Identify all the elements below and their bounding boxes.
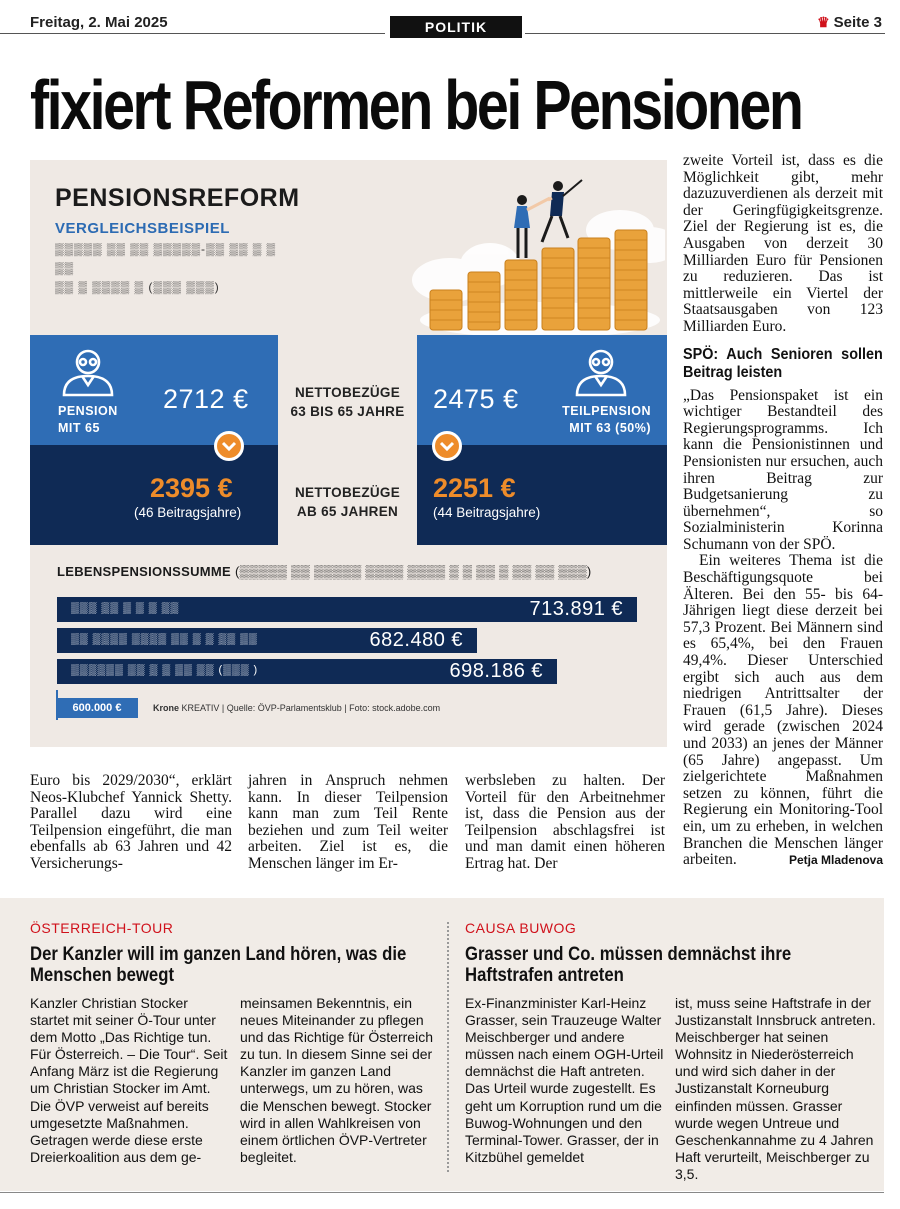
partial-pension-label [562,403,651,437]
column-divider [447,922,449,1172]
credit-brand: Krone [153,703,180,713]
pension-65-final-amount: 2395 € [150,473,233,503]
lifetime-bar [57,597,637,622]
story-column: ist, muss seine Haftstrafe in der Justizanstalt Innsbruck antreten. Meischberger hat seinen Wohnsitz in Niederösterreich und wird sich daher in der Justizanstalt Korneuburg einfinden müssen. Grasser wurde wegen Untreue und Geschenkannahme zu 4 Jahren Haft verurteilt, Meischberger zu 3,5. [675,995,876,1182]
byline: Petja Mladenova [788,853,883,868]
pension-65-amount: 2712 € [163,384,249,414]
lifetime-title-rest: (▒▒▒▒▒ ▒▒ ▒▒▒▒▒ ▒▒▒▒ ▒▒▒▒ ▒ ▒ ▒▒ ▒ ▒▒ ▒▒ ▒▒▒) [234,564,592,579]
mid-label-line-1: NETTOBEZÜGE [294,385,401,400]
page-number [817,14,882,31]
story-column: meinsamen Bekenntnis, ein neues Miteinander zu pflegen und das Richtige für Österreich zu tun. In diesem Sinne sei der Kanzler im ganzen Land unterwegs, um zu hören, was die Menschen bewegt. Stocker wird in allen Wahlkreisen von einem örtlichen ÖVP-Vertreter begleitet. [240,995,433,1165]
pension-65-card [30,335,278,445]
bar-label: ▒▒▒▒▒▒ ▒▒ ▒ ▒ ▒▒ ▒▒ (▒▒▒ ) [71,664,259,676]
pension-65-label [58,403,118,437]
bar-value: 682.480 € [369,629,463,651]
bottom-rule [0,1192,884,1193]
lifetime-title-main: LEBENSPENSIONSSUMME [57,564,232,579]
right-paragraph-3 [683,553,883,868]
headline: fixiert Reformen bei Pensionen [30,66,802,144]
story-headline: Grasser und Co. müssen demnächst ihre Haftstrafen antreten [465,944,792,986]
article-column-2: jahren in Anspruch nehmen kann. In dieser Teilpension kann man zum Teil Rente beziehen und zum Teil weiter arbeiten. Ziel ist es, die Menschen länger im Er- [248,772,448,872]
article-right-column [683,153,883,869]
net-income-65-plus-label [278,483,417,521]
story-kicker: ÖSTERREICH-TOUR [30,920,174,936]
crown-icon: ♛ [817,14,830,30]
partial-pension-final-amount: 2251 € [433,473,516,503]
pension-65-years: (46 Beitragsjahre) [134,505,242,520]
pension-infographic [30,160,667,747]
net-income-63-65-label [278,383,417,421]
bar-label: ▒▒ ▒▒▒▒ ▒▒▒▒ ▒▒ ▒ ▒ ▒▒ ▒▒ [71,633,258,645]
infographic-subtitle: VERGLEICHSBEISPIEL [55,220,230,237]
masthead-rule-left [0,33,385,34]
bar-label: ▒▒▒ ▒▒ ▒ ▒ ▒ ▒▒ [71,602,180,614]
article-subhead: SPÖ: Auch Senioren sollen Beitrag leisten [683,345,883,381]
chevron-down-icon [214,431,244,461]
person-icon [60,345,116,397]
description-line-2: ▒▒ ▒ ▒▒▒▒ ▒ (▒▒▒ ▒▒▒) [55,280,220,294]
infographic-description [55,240,295,297]
bar-value: 698.186 € [449,660,543,682]
partial-label-line-2: MIT 63 (50%) [569,421,651,435]
right-paragraph-3-text: Ein weiteres Thema ist die Beschäftigungsquote bei Älteren. Bei den 55- bis 64-Jährigen liegt diese derzeit bei 57,3 Prozent. Bei Männern sind es 65,4%, bei den Frauen 49,4%. Dieser Unterschied ergibt sich auch aus dem niedrigen Antrittsalter der Frauen (61,5 Jahre). Dieses wird gerade (zwischen 2024 und 2033) an jenes der Männer (65 Jahre) angepasst. Um zielgerichtete Maßnahmen setzen zu können, führt die Regierung ein Monitoring-Tool ein, um zu erheben, in welchen Branchen die Menschen länger arbeiten. [683,552,883,869]
right-paragraph-1: zweite Vorteil ist, dass es die Möglichkeit gibt, mehr dazuzuverdienen als derzeit mit der Geringfügigkeitsgrenze. Ziel der Regierung ist es, die Ausgaben von derzeit 30 Milliarden Euro für Pensionen zu reduzieren. Das ist mittlerweile ein Viertel der Staatsausgaben von 123 Milliarden Euro. [683,152,883,335]
person-icon [573,345,629,397]
lifetime-pension-title [57,564,592,579]
partial-pension-card [417,335,667,445]
coin-stacks-illustration [410,170,665,338]
image-credit [153,703,440,713]
partial-pension-amount: 2475 € [433,384,519,414]
credit-text: KREATIV | Quelle: ÖVP-Parlamentsklub | Foto: stock.adobe.com [181,703,441,713]
description-line-1: ▒▒▒▒▒ ▒▒ ▒▒ ▒▒▒▒▒-▒▒ ▒▒ ▒ ▒ ▒▒ [55,242,277,275]
axis-minimum-label: 600.000 € [56,698,138,718]
pension-label-line-2: MIT 65 [58,421,100,435]
lifetime-bar [57,659,557,684]
story-headline: Der Kanzler will im ganzen Land hören, was die Menschen bewegt [30,944,407,986]
page-number-label: Seite 3 [833,14,882,31]
section-label: POLITIK [390,16,522,38]
story-column: Kanzler Christian Stocker startet mit seiner Ö-Tour unter dem Motto „Das Richtige tun. Für Österreich. – Die Tour“. Seit Anfang März ist die Regierung um Christian Stocker im Amt. Die ÖVP verweist auf bereits umgesetzte Maßnahmen. Getragen werde diese erste Dreierkoalition aus dem ge- [30,995,228,1165]
mid-label-line-2: 63 BIS 65 JAHRE [290,404,405,419]
pension-65-final-card [30,445,278,545]
story-column: Ex-Finanzminister Karl-Heinz Grasser, sein Trauzeuge Walter Meischberger und andere müssen nach einem OGH-Urteil demnächst die Haft antreten. Das Urteil wurde zugestellt. Es geht um Korruption rund um die Buwog-Wohnungen und den Terminal-Tower. Grasser, der in Kitzbühel gemeldet [465,995,664,1165]
story-kicker: CAUSA BUWOG [465,920,577,936]
right-paragraph-2: „Das Pensionspaket ist ein wichtiger Bestandteil des Regierungsprogramms. Ich kann die Pensionistinnen und Pensionisten nur ersuchen, auch ihren Beitrag zur Budgetsanierung zu übernehmen“, so Sozialministerin Korinna Schumann von der SPÖ. [683,386,883,553]
issue-date: Freitag, 2. Mai 2025 [30,14,168,31]
mid-label-line-1: NETTOBEZÜGE [294,485,401,500]
partial-pension-years: (44 Beitragsjahre) [433,505,541,520]
chevron-down-icon [432,431,462,461]
infographic-title: PENSIONSREFORM [55,184,300,212]
masthead-rule-right [525,33,885,34]
partial-label-line-1: TEILPENSION [562,404,651,418]
partial-pension-final-card [417,445,667,545]
bar-value: 713.891 € [529,598,623,620]
article-column-3: werbsleben zu halten. Der Vorteil für den Arbeitnehmer ist, dass die Pension aus der Teilpension abschlagsfrei ist und man damit einen höheren Ertrag hat. Der [465,772,665,872]
lifetime-bar [57,628,477,653]
pension-label-line-1: PENSION [58,404,118,418]
article-column-1: Euro bis 2029/2030“, erklärt Neos-Klubchef Yannick Shetty. Parallel dazu wird eine Teilpension eingeführt, die man ebenfalls ab 63 Jahren und 42 Versicherungs- [30,772,232,872]
mid-label-line-2: AB 65 JAHREN [296,504,399,519]
